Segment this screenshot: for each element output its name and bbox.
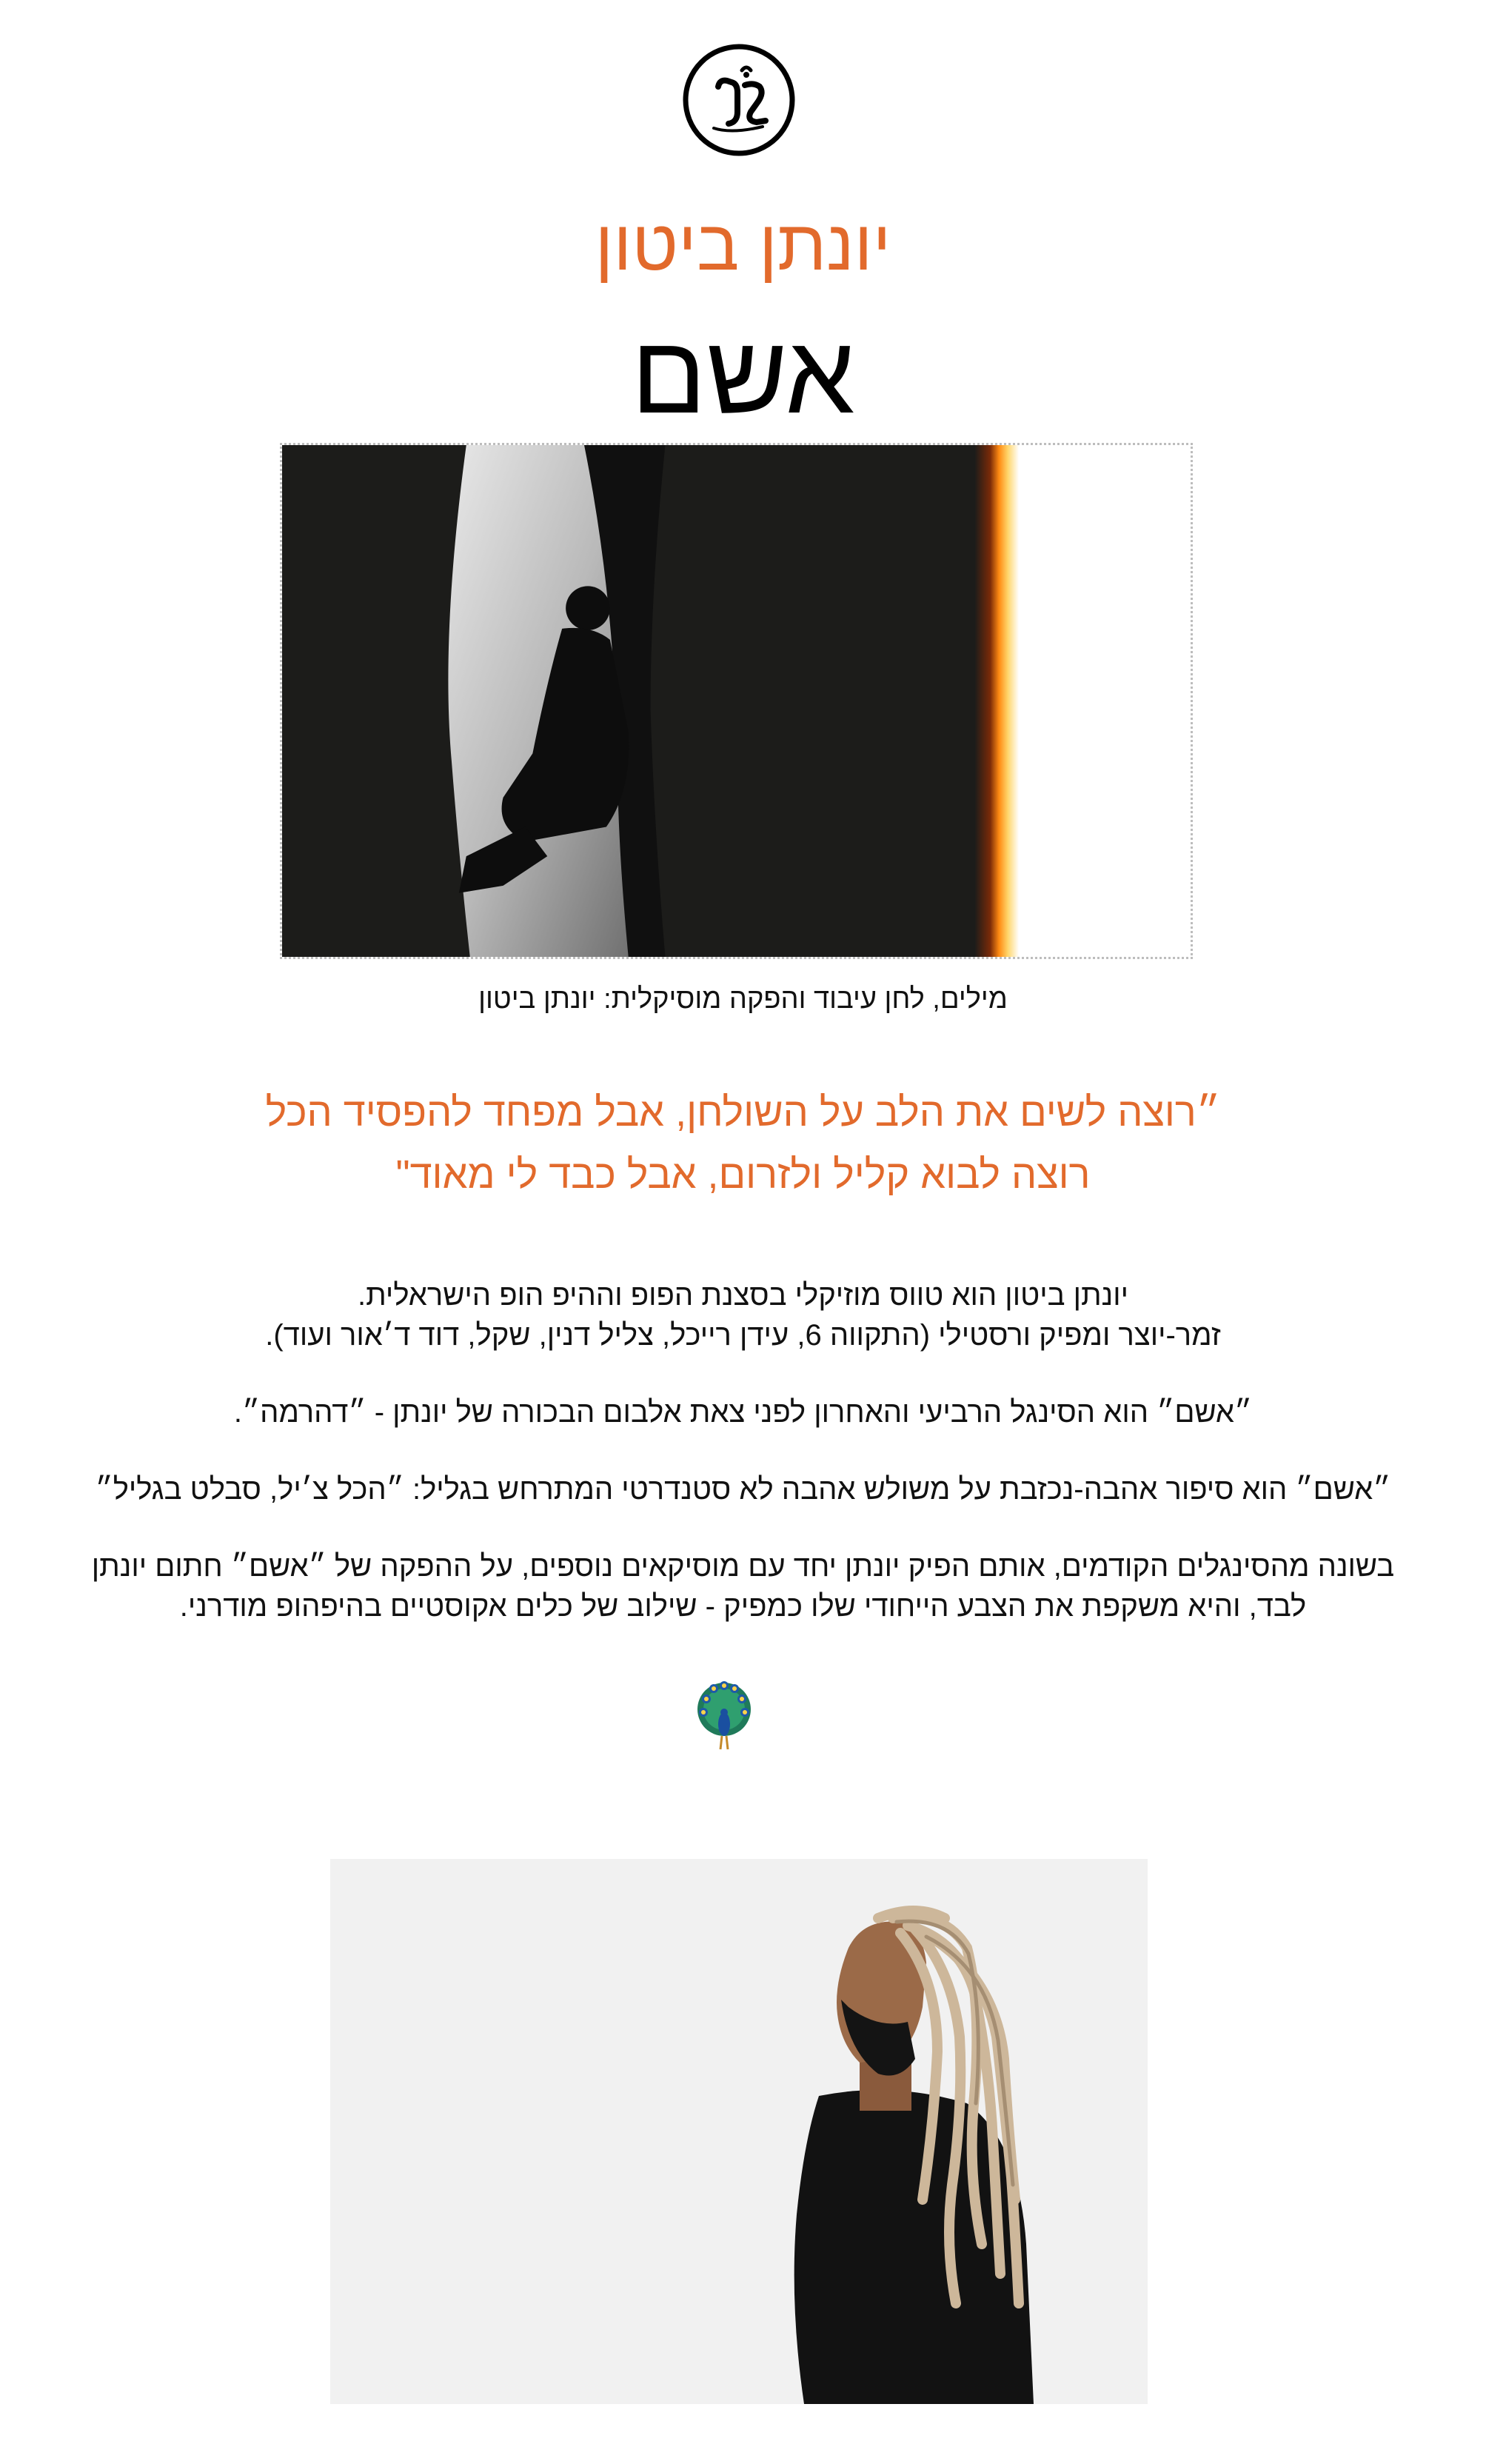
quote-line-1: ״רוצה לשים את הלב על השולחן, אבל מפחד להפסיד הכל — [265, 1090, 1221, 1135]
hebrew-monogram-logo-icon[interactable] — [680, 41, 798, 159]
credits-text: מילים, לחן עיבוד והפקה מוסיקלית: יונתן ביטון — [478, 984, 1008, 1015]
cover-photo-icon — [282, 445, 1191, 957]
bio-paragraph-2: ״אשם״ הוא הסינגל הרביעי והאחרון לפני צאת אלבום הבכורה של יונתן - ״דהרמה״. — [233, 1396, 1253, 1429]
peacock-icon — [696, 1680, 752, 1757]
artist-name: יונתן ביטון — [595, 206, 891, 285]
song-title: אשם — [631, 312, 855, 436]
bio-paragraph-4-line-1: בשונה מהסינגלים הקודמים, אותם הפיק יונתן יחד עם מוסיקאים נוספים, על ההפקה של ״אשם״ חתום יונתן — [91, 1550, 1395, 1583]
bio-paragraph-3: ״אשם״ הוא סיפור אהבה-נכזבת על משולש אהבה לא סטנדרטי המתרחש בגליל: ״הכל צ׳יל, סבלט בגליל״ — [95, 1473, 1391, 1506]
bio-paragraph-1-line-1: יונתן ביטון הוא טווס מוזיקלי בסצנת הפופ וההיפ הופ הישראלית. — [357, 1279, 1128, 1312]
lyrics-quote — [0, 1081, 1486, 1206]
spacer — [30, 1432, 1456, 1469]
spacer — [30, 1509, 1456, 1546]
artist-portrait[interactable] — [330, 1859, 1148, 2404]
bio-text — [30, 1275, 1456, 1626]
spacer — [30, 1355, 1456, 1392]
cover-photo[interactable] — [280, 443, 1193, 959]
artist-portrait-photo — [330, 1859, 1148, 2404]
bio-paragraph-4-line-2: לבד, והיא משקפת את הצבע הייחודי שלו כמפיק - שילוב של כלים אקוסטיים בהיפהופ מודרני. — [179, 1590, 1307, 1623]
quote-line-2: רוצה לבוא קליל ולזרום, אבל כבד לי מאוד" — [395, 1152, 1091, 1197]
bio-paragraph-1-line-2: זמר-יוצר ומפיק ורסטילי (התקווה 6, עידן רייכל, צליל דנין, שקל, דוד ד׳אור ועוד). — [265, 1319, 1221, 1352]
